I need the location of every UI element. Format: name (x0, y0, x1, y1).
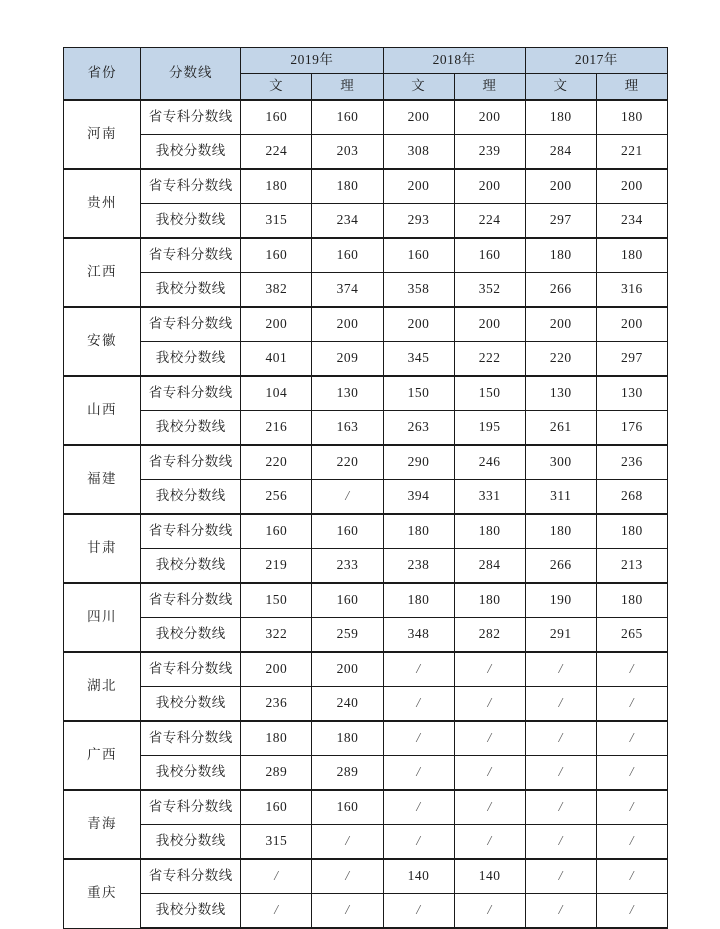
score-cell: 160 (312, 514, 383, 549)
score-cell: 240 (312, 687, 383, 722)
score-cell: 316 (596, 273, 667, 308)
score-cell: 180 (454, 583, 525, 618)
score-cell: 200 (454, 169, 525, 204)
score-cell: 180 (596, 100, 667, 135)
table-row (64, 859, 668, 894)
province-cell: 江西 (64, 238, 141, 307)
score-cell: / (383, 721, 454, 756)
score-cell: 224 (454, 204, 525, 239)
score-cell: 200 (596, 169, 667, 204)
column-header-2017-science: 理 (596, 74, 667, 101)
score-cell: 293 (383, 204, 454, 239)
score-cell: 238 (383, 549, 454, 584)
score-cell: 315 (241, 204, 312, 239)
score-cell: 160 (241, 100, 312, 135)
score-cell: 180 (596, 583, 667, 618)
score-cell: 290 (383, 445, 454, 480)
table-row (64, 169, 668, 204)
column-header-year-2019: 2019年 (241, 48, 383, 74)
score-cell: 239 (454, 135, 525, 170)
table-row (64, 307, 668, 342)
score-cell: / (525, 721, 596, 756)
score-cell: 284 (525, 135, 596, 170)
score-cell: / (596, 687, 667, 722)
province-cell: 四川 (64, 583, 141, 652)
row-label-provincial-line: 省专科分数线 (141, 514, 241, 549)
score-cell: / (454, 894, 525, 929)
score-cell: 195 (454, 411, 525, 446)
score-cell: 282 (454, 618, 525, 653)
score-cell: 256 (241, 480, 312, 515)
row-label-provincial-line: 省专科分数线 (141, 859, 241, 894)
score-cell: 311 (525, 480, 596, 515)
score-cell: 297 (596, 342, 667, 377)
score-cell: 160 (312, 100, 383, 135)
score-cell: / (454, 687, 525, 722)
score-cell: 160 (312, 583, 383, 618)
score-cell: 160 (454, 238, 525, 273)
row-label-provincial-line: 省专科分数线 (141, 307, 241, 342)
score-cell: 213 (596, 549, 667, 584)
province-cell: 山西 (64, 376, 141, 445)
score-cell: 331 (454, 480, 525, 515)
score-cell: 200 (525, 307, 596, 342)
score-cell: 268 (596, 480, 667, 515)
row-label-provincial-line: 省专科分数线 (141, 790, 241, 825)
score-cell: / (596, 756, 667, 791)
province-cell: 甘肃 (64, 514, 141, 583)
score-cell: 150 (383, 376, 454, 411)
score-cell: 234 (596, 204, 667, 239)
row-label-school-line: 我校分数线 (141, 549, 241, 584)
score-cell: 200 (383, 169, 454, 204)
score-cell: 216 (241, 411, 312, 446)
table-row (64, 273, 668, 308)
score-cell: 263 (383, 411, 454, 446)
row-label-school-line: 我校分数线 (141, 687, 241, 722)
score-cell: / (454, 652, 525, 687)
table-row (64, 238, 668, 273)
table-row (64, 135, 668, 170)
score-cell: 200 (241, 652, 312, 687)
score-cell: 233 (312, 549, 383, 584)
row-label-provincial-line: 省专科分数线 (141, 721, 241, 756)
score-cell: 130 (596, 376, 667, 411)
score-cell: 220 (241, 445, 312, 480)
score-cell: / (525, 687, 596, 722)
table-body (64, 100, 668, 928)
province-cell: 广西 (64, 721, 141, 790)
score-cell: / (525, 652, 596, 687)
score-cell: 130 (525, 376, 596, 411)
score-cell: 180 (383, 583, 454, 618)
score-cell: / (383, 687, 454, 722)
score-cell: 394 (383, 480, 454, 515)
score-cell: 401 (241, 342, 312, 377)
column-header-2018-science: 理 (454, 74, 525, 101)
score-cell: / (312, 894, 383, 929)
column-header-year-2018: 2018年 (383, 48, 525, 74)
score-cell: 180 (525, 100, 596, 135)
score-cell: / (312, 480, 383, 515)
row-label-school-line: 我校分数线 (141, 894, 241, 929)
score-cell: 200 (454, 100, 525, 135)
column-header-province: 省份 (64, 48, 141, 101)
column-header-year-2017: 2017年 (525, 48, 667, 74)
score-cell: 160 (383, 238, 454, 273)
table-row (64, 342, 668, 377)
score-table-container (63, 47, 668, 929)
score-cell: 160 (312, 238, 383, 273)
table-row (64, 756, 668, 791)
score-cell: / (525, 859, 596, 894)
score-cell: 297 (525, 204, 596, 239)
score-cell: 203 (312, 135, 383, 170)
table-row (64, 721, 668, 756)
score-cell: / (383, 652, 454, 687)
score-cell: 220 (525, 342, 596, 377)
table-row (64, 376, 668, 411)
score-cell: / (596, 859, 667, 894)
score-cell: / (454, 721, 525, 756)
score-cell: 140 (454, 859, 525, 894)
table-row (64, 204, 668, 239)
score-cell: 160 (241, 790, 312, 825)
score-cell: 200 (454, 307, 525, 342)
row-label-school-line: 我校分数线 (141, 618, 241, 653)
table-row (64, 514, 668, 549)
row-label-school-line: 我校分数线 (141, 273, 241, 308)
score-cell: / (596, 825, 667, 860)
row-label-school-line: 我校分数线 (141, 135, 241, 170)
score-cell: / (241, 894, 312, 929)
province-cell: 福建 (64, 445, 141, 514)
score-cell: 160 (241, 514, 312, 549)
admission-score-table (63, 47, 668, 929)
province-cell: 湖北 (64, 652, 141, 721)
score-cell: 180 (596, 514, 667, 549)
column-header-2017-liberal: 文 (525, 74, 596, 101)
score-cell: 200 (383, 100, 454, 135)
table-row (64, 549, 668, 584)
score-cell: 234 (312, 204, 383, 239)
table-row (64, 790, 668, 825)
score-cell: 236 (241, 687, 312, 722)
score-cell: 190 (525, 583, 596, 618)
province-cell: 河南 (64, 100, 141, 169)
score-cell: / (454, 790, 525, 825)
score-cell: 220 (312, 445, 383, 480)
score-cell: / (596, 894, 667, 929)
score-cell: 176 (596, 411, 667, 446)
score-cell: 150 (241, 583, 312, 618)
table-row (64, 825, 668, 860)
score-cell: 180 (241, 721, 312, 756)
score-cell: 180 (383, 514, 454, 549)
table-row (64, 652, 668, 687)
score-cell: 224 (241, 135, 312, 170)
score-cell: 322 (241, 618, 312, 653)
score-cell: / (383, 894, 454, 929)
score-cell: 180 (241, 169, 312, 204)
score-cell: 160 (312, 790, 383, 825)
score-cell: / (241, 859, 312, 894)
column-header-2019-science: 理 (312, 74, 383, 101)
row-label-school-line: 我校分数线 (141, 825, 241, 860)
table-row (64, 687, 668, 722)
score-cell: 200 (312, 307, 383, 342)
score-cell: / (312, 825, 383, 860)
province-cell: 青海 (64, 790, 141, 859)
score-cell: / (525, 790, 596, 825)
score-cell: 163 (312, 411, 383, 446)
row-label-school-line: 我校分数线 (141, 342, 241, 377)
score-cell: 308 (383, 135, 454, 170)
score-cell: 358 (383, 273, 454, 308)
province-cell: 重庆 (64, 859, 141, 928)
score-cell: / (383, 790, 454, 825)
score-cell: 160 (241, 238, 312, 273)
score-cell: 289 (241, 756, 312, 791)
column-header-2019-liberal: 文 (241, 74, 312, 101)
row-label-school-line: 我校分数线 (141, 204, 241, 239)
score-cell: 180 (525, 514, 596, 549)
score-cell: 284 (454, 549, 525, 584)
score-cell: 180 (312, 169, 383, 204)
score-cell: / (383, 825, 454, 860)
row-label-provincial-line: 省专科分数线 (141, 238, 241, 273)
score-cell: 219 (241, 549, 312, 584)
row-label-provincial-line: 省专科分数线 (141, 652, 241, 687)
score-cell: 315 (241, 825, 312, 860)
score-cell: 266 (525, 273, 596, 308)
score-cell: 289 (312, 756, 383, 791)
row-label-provincial-line: 省专科分数线 (141, 169, 241, 204)
table-header (64, 48, 668, 101)
score-cell: 221 (596, 135, 667, 170)
column-header-score-line: 分数线 (141, 48, 241, 101)
table-row (64, 480, 668, 515)
score-cell: 259 (312, 618, 383, 653)
score-cell: 200 (525, 169, 596, 204)
score-cell: 150 (454, 376, 525, 411)
table-row (64, 583, 668, 618)
table-row (64, 411, 668, 446)
score-cell: / (596, 721, 667, 756)
score-cell: / (383, 756, 454, 791)
score-cell: 261 (525, 411, 596, 446)
score-cell: 130 (312, 376, 383, 411)
table-row (64, 894, 668, 929)
score-cell: 246 (454, 445, 525, 480)
score-cell: 374 (312, 273, 383, 308)
row-label-provincial-line: 省专科分数线 (141, 376, 241, 411)
row-label-provincial-line: 省专科分数线 (141, 100, 241, 135)
score-cell: / (596, 790, 667, 825)
score-cell: 222 (454, 342, 525, 377)
score-cell: / (525, 756, 596, 791)
score-cell: 348 (383, 618, 454, 653)
score-cell: 200 (596, 307, 667, 342)
province-cell: 安徽 (64, 307, 141, 376)
score-cell: 382 (241, 273, 312, 308)
score-cell: 180 (596, 238, 667, 273)
score-cell: 200 (312, 652, 383, 687)
row-label-school-line: 我校分数线 (141, 756, 241, 791)
province-cell: 贵州 (64, 169, 141, 238)
row-label-provincial-line: 省专科分数线 (141, 583, 241, 618)
score-cell: 352 (454, 273, 525, 308)
score-cell: 300 (525, 445, 596, 480)
row-label-school-line: 我校分数线 (141, 411, 241, 446)
column-header-2018-liberal: 文 (383, 74, 454, 101)
row-label-provincial-line: 省专科分数线 (141, 445, 241, 480)
header-row-primary (64, 48, 668, 74)
score-cell: / (525, 825, 596, 860)
score-cell: 180 (525, 238, 596, 273)
row-label-school-line: 我校分数线 (141, 480, 241, 515)
score-cell: 266 (525, 549, 596, 584)
table-row (64, 445, 668, 480)
score-cell: 291 (525, 618, 596, 653)
score-cell: 209 (312, 342, 383, 377)
score-cell: / (312, 859, 383, 894)
score-cell: 140 (383, 859, 454, 894)
score-cell: / (454, 756, 525, 791)
score-cell: / (525, 894, 596, 929)
score-cell: / (596, 652, 667, 687)
score-cell: 200 (241, 307, 312, 342)
score-cell: 180 (454, 514, 525, 549)
score-cell: 200 (383, 307, 454, 342)
table-row (64, 100, 668, 135)
score-cell: 104 (241, 376, 312, 411)
score-cell: 265 (596, 618, 667, 653)
table-row (64, 618, 668, 653)
score-cell: 236 (596, 445, 667, 480)
score-cell: / (454, 825, 525, 860)
score-cell: 345 (383, 342, 454, 377)
score-cell: 180 (312, 721, 383, 756)
